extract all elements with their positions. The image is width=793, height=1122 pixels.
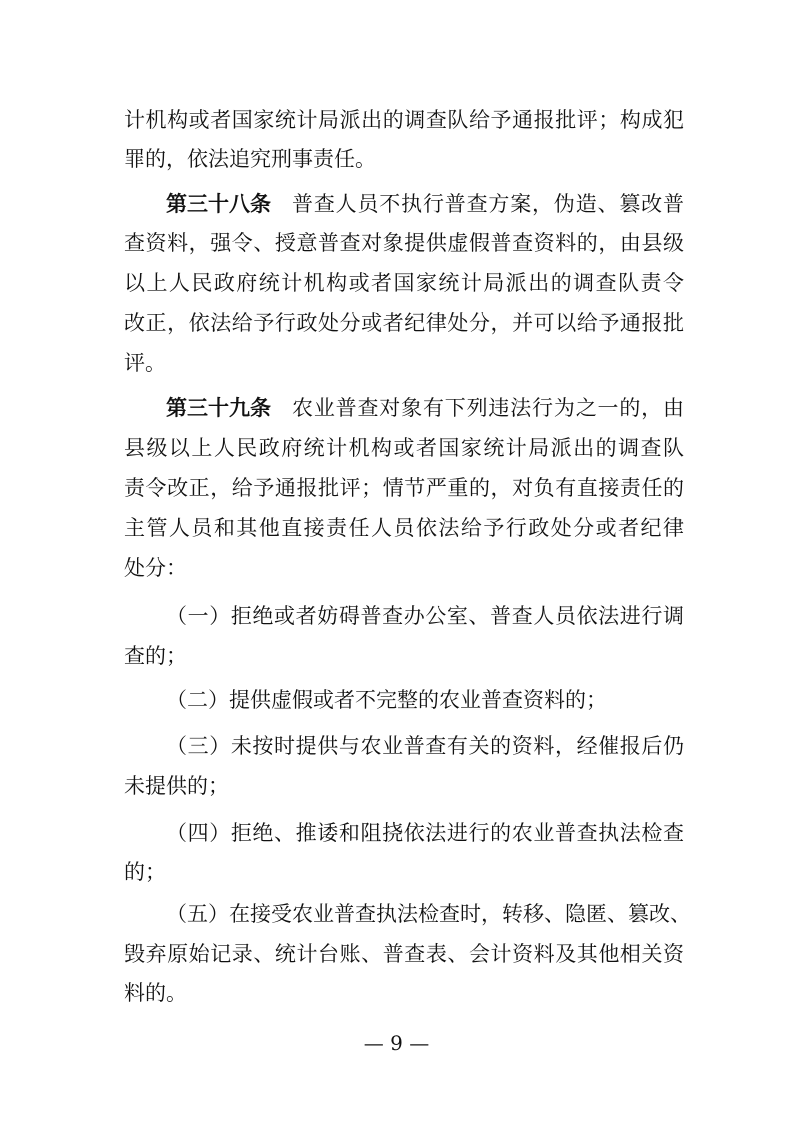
article-heading-38: 第三十八条 xyxy=(166,191,271,216)
text-line: 主管人员和其他直接责任人员依法给予行政处分或者纪律 xyxy=(124,516,684,540)
text-line: 责令改正，给予通报批评；情节严重的，对负有直接责任的 xyxy=(124,476,684,500)
text-line: 农业普查对象有下列违法行为之一的，由 xyxy=(292,396,684,420)
list-item-4: （四）拒绝、推诿和阻挠依法进行的农业普查执法检查 xyxy=(166,821,684,845)
text-line: 查资料，强令、授意普查对象提供虚假普查资料的，由县级 xyxy=(124,231,684,255)
text-line: 处分： xyxy=(124,556,187,580)
text-line: 罪的，依法追究刑事责任。 xyxy=(124,147,376,171)
article-heading-39: 第三十九条 xyxy=(166,395,271,420)
text-line: 毁弃原始记录、统计台账、普查表、会计资料及其他相关资 xyxy=(124,942,684,966)
text-line: 未提供的； xyxy=(124,774,229,798)
text-line: 改正，依法给予行政处分或者纪律处分，并可以给予通报批 xyxy=(124,311,684,335)
text-line: 的； xyxy=(124,860,166,884)
list-item-1: （一）拒绝或者妨碍普查办公室、普查人员依法进行调 xyxy=(166,604,684,628)
text-line: 评。 xyxy=(124,351,166,375)
text-line: 计机构或者国家统计局派出的调查队给予通报批评；构成犯 xyxy=(124,108,684,132)
list-item-5: （五）在接受农业普查执法检查时，转移、隐匿、篡改、 xyxy=(166,902,691,926)
text-line: 查的； xyxy=(124,644,187,668)
page-number: — 9 — xyxy=(363,1031,430,1055)
text-line: 以上人民政府统计机构或者国家统计局派出的调查队责令 xyxy=(124,271,684,295)
text-line: 县级以上人民政府统计机构或者国家统计局派出的调查队 xyxy=(124,436,684,460)
text-line: 料的。 xyxy=(124,981,187,1005)
list-item-2: （二）提供虚假或者不完整的农业普查资料的； xyxy=(166,688,607,712)
text-line: 普查人员不执行普查方案，伪造、篡改普 xyxy=(292,192,684,216)
list-item-3: （三）未按时提供与农业普查有关的资料，经催报后仍 xyxy=(166,734,684,758)
